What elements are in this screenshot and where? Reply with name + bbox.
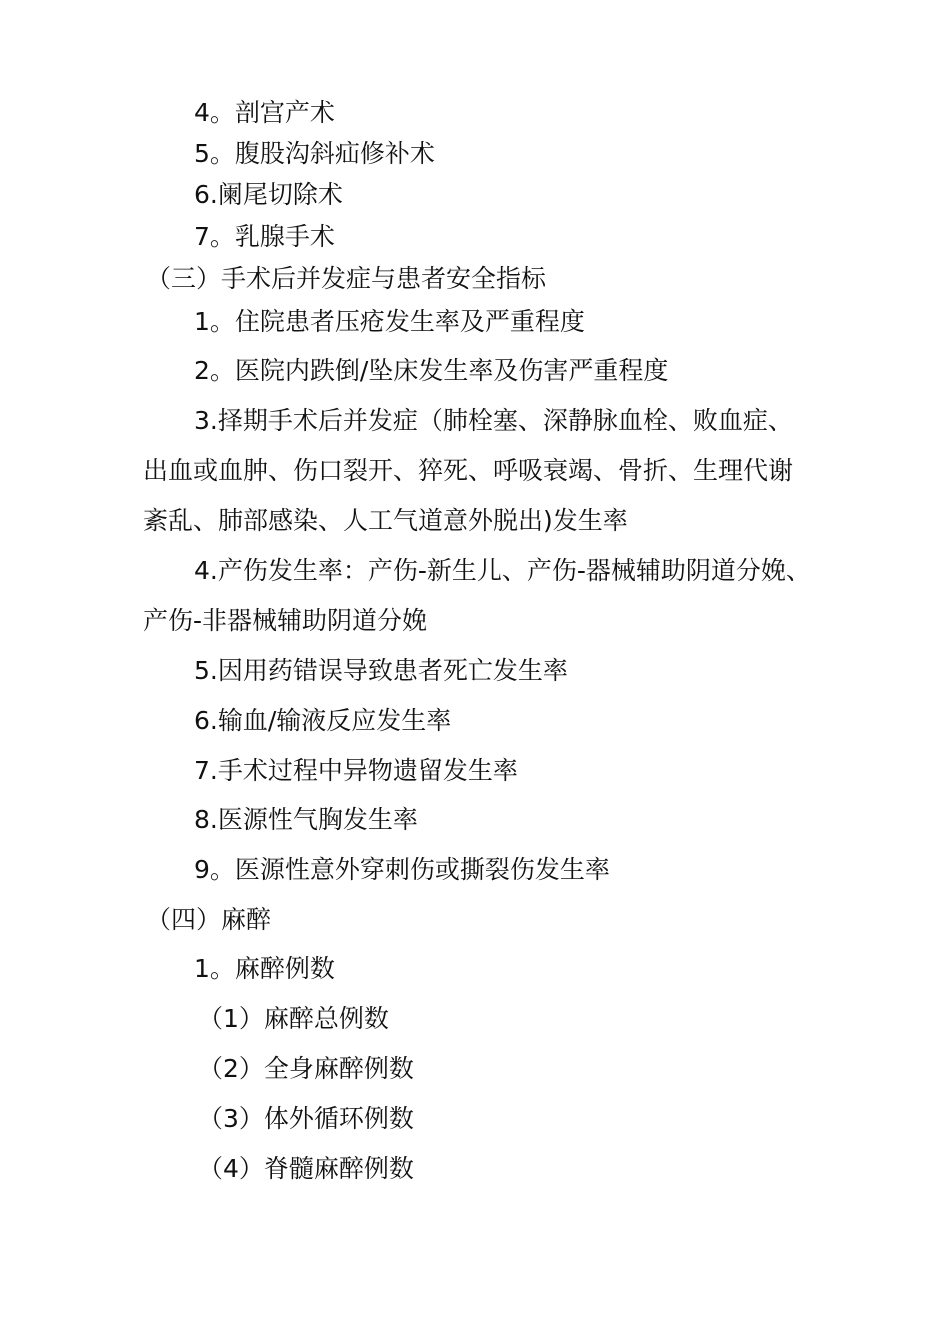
list-item-anesthesia-count: 1。麻醉例数 xyxy=(194,954,335,983)
list-item-complications-l3: 紊乱、肺部感染、人工气道意外脱出)发生率 xyxy=(143,506,628,535)
sub-item-cardiopulmonary-bypass: （3）体外循环例数 xyxy=(198,1104,414,1133)
list-item-pressure-ulcer: 1。住院患者压疮发生率及严重程度 xyxy=(194,307,585,336)
list-item-appendectomy: 6.阑尾切除术 xyxy=(194,180,343,209)
list-item-hernia-repair: 5。腹股沟斜疝修补术 xyxy=(194,139,435,168)
list-item-birth-injury-l2: 产伤-非器械辅助阴道分娩 xyxy=(143,606,428,635)
list-item-birth-injury-l1: 4.产伤发生率：产伤-新生儿、产伤-器械辅助阴道分娩、 xyxy=(194,556,811,585)
section-heading-3: （三）手术后并发症与患者安全指标 xyxy=(146,264,547,293)
list-item-pneumothorax: 8.医源性气胸发生率 xyxy=(194,805,418,834)
sub-item-general-anesthesia: （2）全身麻醉例数 xyxy=(198,1054,414,1083)
list-item-medication-death: 5.因用药错误导致患者死亡发生率 xyxy=(194,656,568,685)
list-item-complications-l1: 3.择期手术后并发症（肺栓塞、深静脉血栓、败血症、 xyxy=(194,406,793,435)
section-heading-4: （四）麻醉 xyxy=(146,905,272,934)
list-item-breast-surgery: 7。乳腺手术 xyxy=(194,222,335,251)
list-item-fall-rate: 2。医院内跌倒/坠床发生率及伤害严重程度 xyxy=(194,356,669,385)
list-item-cesarean: 4。剖宫产术 xyxy=(194,98,335,127)
list-item-retained-object: 7.手术过程中异物遗留发生率 xyxy=(194,756,518,785)
sub-item-total-anesthesia: （1）麻醉总例数 xyxy=(198,1004,389,1033)
list-item-puncture-injury: 9。医源性意外穿刺伤或撕裂伤发生率 xyxy=(194,855,610,884)
list-item-transfusion-reaction: 6.输血/输液反应发生率 xyxy=(194,706,452,735)
sub-item-spinal-anesthesia: （4）脊髓麻醉例数 xyxy=(198,1154,414,1183)
list-item-complications-l2: 出血或血肿、伤口裂开、猝死、呼吸衰竭、骨折、生理代谢 xyxy=(143,456,794,485)
